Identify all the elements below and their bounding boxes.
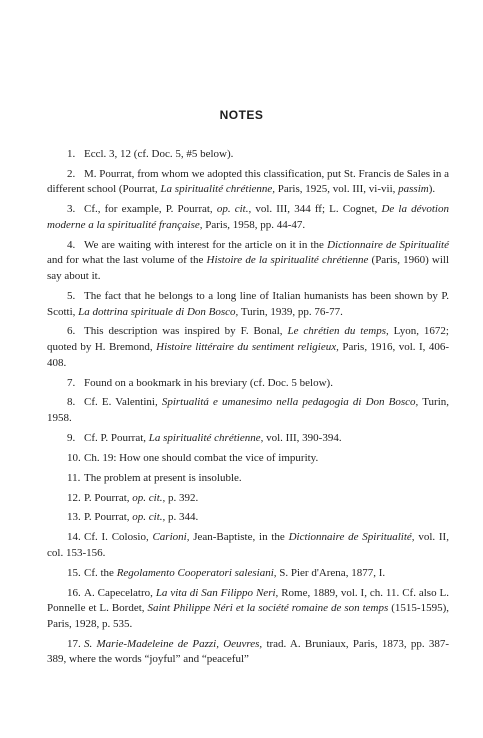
note-text: A. Capecelatro, <box>84 586 156 599</box>
note-text: Ch. 19: How one should combat the vice of impurity. <box>84 451 319 464</box>
note-text: Turin, 1958. <box>47 396 450 424</box>
note-item <box>47 289 449 320</box>
note-text: Paris, 1925, vol. III, vi-vii, <box>275 183 399 196</box>
note-text: P. Pourrat, <box>84 491 133 504</box>
note-text: and for what the last volume of the <box>47 254 207 267</box>
note-text: We are waiting with interest for the article on it in the <box>84 238 328 251</box>
note-text: Cf. I. Colosio, <box>84 531 153 544</box>
notes-list <box>47 147 449 672</box>
note-number: 12. <box>67 491 81 504</box>
note-item <box>47 586 449 633</box>
note-item <box>47 510 449 526</box>
note-text: vol. III, 390-394. <box>263 431 342 444</box>
note-text: (Paris, 1960) will say about it. <box>47 254 449 283</box>
note-title-italic: Dictionnaire de Spiritualité, <box>288 531 415 544</box>
note-item <box>47 376 449 392</box>
note-text: vol. III, 344 ff; L. Cognet, <box>251 203 382 216</box>
note-text: Cf., for example, P. Pourrat, <box>84 203 217 216</box>
note-number: 14. <box>67 531 81 544</box>
note-text: vol. II, col. 153-156. <box>47 531 449 559</box>
note-text: Cf. the <box>84 566 117 579</box>
note-text: Lyon, 1672; quoted by H. Bremond, <box>47 325 449 354</box>
note-title-italic: De la dévotion moderne a la spiritualité française, <box>47 203 449 231</box>
note-number: 16. <box>67 586 81 599</box>
note-title-italic: La spiritualité chrétienne, <box>148 431 264 444</box>
note-item <box>47 530 449 561</box>
note-number: 10. <box>67 451 81 464</box>
note-text: This description was inspired by F. Bonal, <box>84 325 288 338</box>
note-item <box>47 451 449 467</box>
note-text: S. Pier d'Arena, 1877, I. <box>276 566 386 579</box>
note-title-italic: Dictionnaire de Spiritualité <box>327 238 449 251</box>
note-title-italic: S. Marie-Madeleine de Pazzi, Oeuvres, <box>84 637 263 650</box>
note-text: Jean-Baptiste, in the <box>189 531 289 544</box>
note-text: Cf. E. Valentini, <box>84 396 162 409</box>
note-title-italic: Spirtualitá e umanesimo nella pedagogia di Don Bosco, <box>161 396 419 409</box>
note-title-italic: Histoire de la spiritualité chrétienne <box>206 254 369 267</box>
note-item <box>47 238 449 285</box>
note-item <box>47 395 449 426</box>
note-title-italic: La spiritualité chrétienne, <box>160 183 276 196</box>
note-text: M. Pourrat, from whom we adopted this classification, put St. Francis de Sales in a different school (Pourrat, <box>47 167 449 196</box>
note-text: Cf. P. Pourrat, <box>84 431 149 444</box>
note-number: 1. <box>67 148 76 160</box>
note-text: P. Pourrat, <box>84 511 133 524</box>
note-number: 9. <box>67 431 76 444</box>
note-item <box>47 431 449 447</box>
note-text: Paris, 1916, vol. I, 406-408. <box>47 341 449 369</box>
note-title-italic: passim <box>398 183 429 196</box>
note-text: ). <box>428 183 436 196</box>
note-number: 5. <box>67 289 76 302</box>
note-text: Rome, 1889, vol. I, ch. 11. Cf. also L. Ponnelle et L. Bordet, <box>47 586 449 615</box>
note-number: 11. <box>67 471 81 484</box>
note-title-italic: op. cit., <box>132 511 166 524</box>
note-title-italic: Saint Philippe Néri et la société romaine de son temps <box>147 602 389 615</box>
note-title-italic: Histoire littéraire du sentiment religieux, <box>156 341 339 354</box>
note-number: 4. <box>67 238 76 251</box>
note-text: Found on a bookmark in his breviary (cf. Doc. 5 below). <box>84 376 333 389</box>
note-item <box>47 167 449 198</box>
note-item <box>47 324 449 371</box>
note-text: The problem at present is insoluble. <box>84 471 242 484</box>
note-item <box>47 491 449 507</box>
note-text: p. 392. <box>165 491 199 504</box>
note-text: Paris, 1958, pp. 44-47. <box>202 218 306 231</box>
note-text: trad. A. Bruniaux, Paris, 1873, pp. 387-389, where the words “joyful” and “peaceful” <box>47 637 449 666</box>
note-text: Eccl. 3, 12 (cf. Doc. 5, #5 below). <box>84 148 234 160</box>
note-number: 7. <box>67 376 76 389</box>
note-number: 17. <box>67 637 81 650</box>
note-item <box>47 566 449 582</box>
note-item <box>47 471 449 487</box>
note-text: The fact that he belongs to a long line of Italian humanists has been shown by P. Scotti, <box>47 289 449 318</box>
note-text: (1515-1595), Paris, 1928, p. 535. <box>47 602 449 630</box>
note-number: 15. <box>67 566 81 579</box>
note-item <box>47 637 449 668</box>
note-title-italic: Regolamento Cooperatori salesiani, <box>116 566 277 579</box>
note-number: 13. <box>67 511 81 524</box>
note-text: p. 344. <box>165 511 199 524</box>
note-item <box>47 202 449 233</box>
note-number: 2. <box>67 167 76 180</box>
note-number: 6. <box>67 325 76 338</box>
note-item <box>47 147 449 163</box>
note-title-italic: op. cit., <box>132 491 166 504</box>
note-title-italic: op. cit., <box>216 203 252 216</box>
note-title-italic: La dottrina spirituale di Don Bosco, <box>78 305 239 318</box>
note-number: 8. <box>67 396 76 409</box>
note-text: Turin, 1939, pp. 76-77. <box>238 305 343 318</box>
note-title-italic: La vita di San Filippo Neri, <box>155 586 279 599</box>
note-title-italic: Carioni, <box>152 531 190 544</box>
note-title-italic: Le chrétien du temps, <box>287 325 389 338</box>
note-number: 3. <box>67 203 76 216</box>
page-title: NOTES <box>219 108 264 122</box>
